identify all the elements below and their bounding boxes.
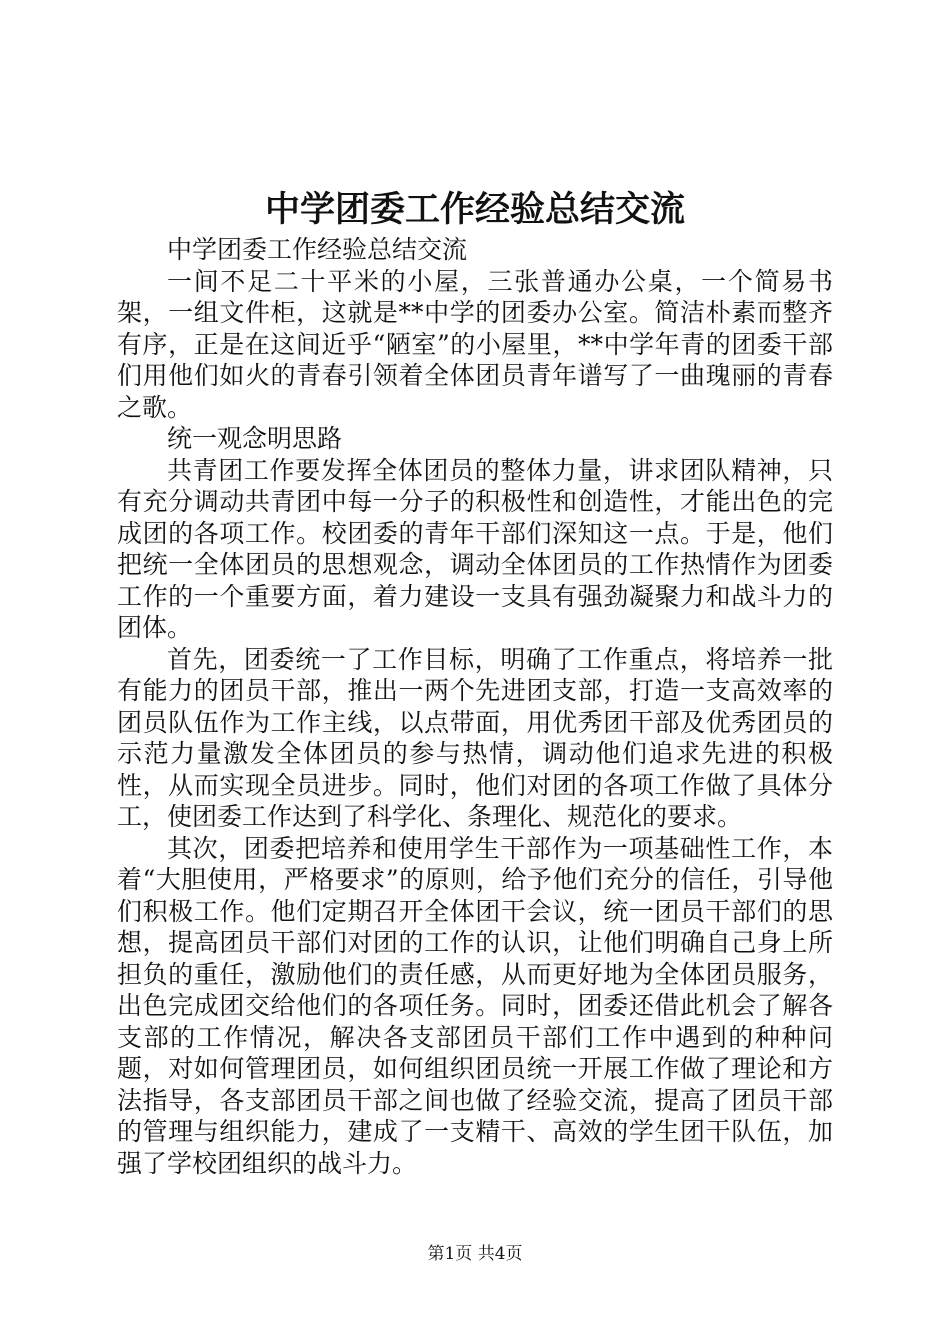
document-page — [117, 180, 833, 1179]
paragraph-subtitle: 中学团委工作经验总结交流 — [167, 235, 468, 264]
paragraph-body: 首先，团委统一了工作目标，明确了工作重点，将培养一批有能力的团员干部，推出一两个先进团支部，打造一支高效率的团员队伍作为工作主线，以点带面，用优秀团干部及优秀团员的示范力量激发全体团员的参与热情，调动他们追求先进的积极性，从而实现全员进步。同时，他们对团的各项工作做了具体分工，使团委工作达到了科学化、条理化、规范化的要求。 — [117, 644, 833, 831]
page-number-footer: 第1页 共4页 — [427, 1244, 523, 1264]
paragraph-intro: 一间不足二十平米的小屋，三张普通办公桌，一个简易书架，一组文件柜，这就是**中学的团委办公室。简洁朴素而整齐有序，正是在这间近乎“陋室”的小屋里，**中学年青的团委干部们用他们如火的青春引领着全体团员青年谱写了一曲瑰丽的青春之歌。 — [117, 266, 833, 422]
paragraph-body: 共青团工作要发挥全体团员的整体力量，讲求团队精神，只有充分调动共青团中每一分子的积极性和创造性，才能出色的完成团的各项工作。校团委的青年干部们深知这一点。于是，他们把统一全体团员的思想观念，调动全体团员的工作热情作为团委工作的一个重要方面，着力建设一支具有强劲凝聚力和战斗力的团体。 — [117, 455, 833, 642]
paragraph-body: 其次，团委把培养和使用学生干部作为一项基础性工作，本着“大胆使用，严格要求”的原则，给予他们充分的信任，引导他们积极工作。他们定期召开全体团干会议，统一团员干部们的思想，提高团员干部们对团的工作的认识，让他们明确自己身上所担负的重任，激励他们的责任感，从而更好地为全体团员服务，出色完成团交给他们的各项任务。同时，团委还借此机会了解各支部的工作情况，解决各支部团员干部们工作中遇到的种种问题，对如何管理团员，如何组织团员统一开展工作做了理论和方法指导，各支部团员干部之间也做了经验交流，提高了团员干部的管理与组织能力，建成了一支精干、高效的学生团干队伍，加强了学校团组织的战斗力。 — [117, 833, 833, 1178]
section-heading: 统一观念明思路 — [167, 424, 343, 453]
document-title: 中学团委工作经验总结交流 — [264, 189, 685, 230]
